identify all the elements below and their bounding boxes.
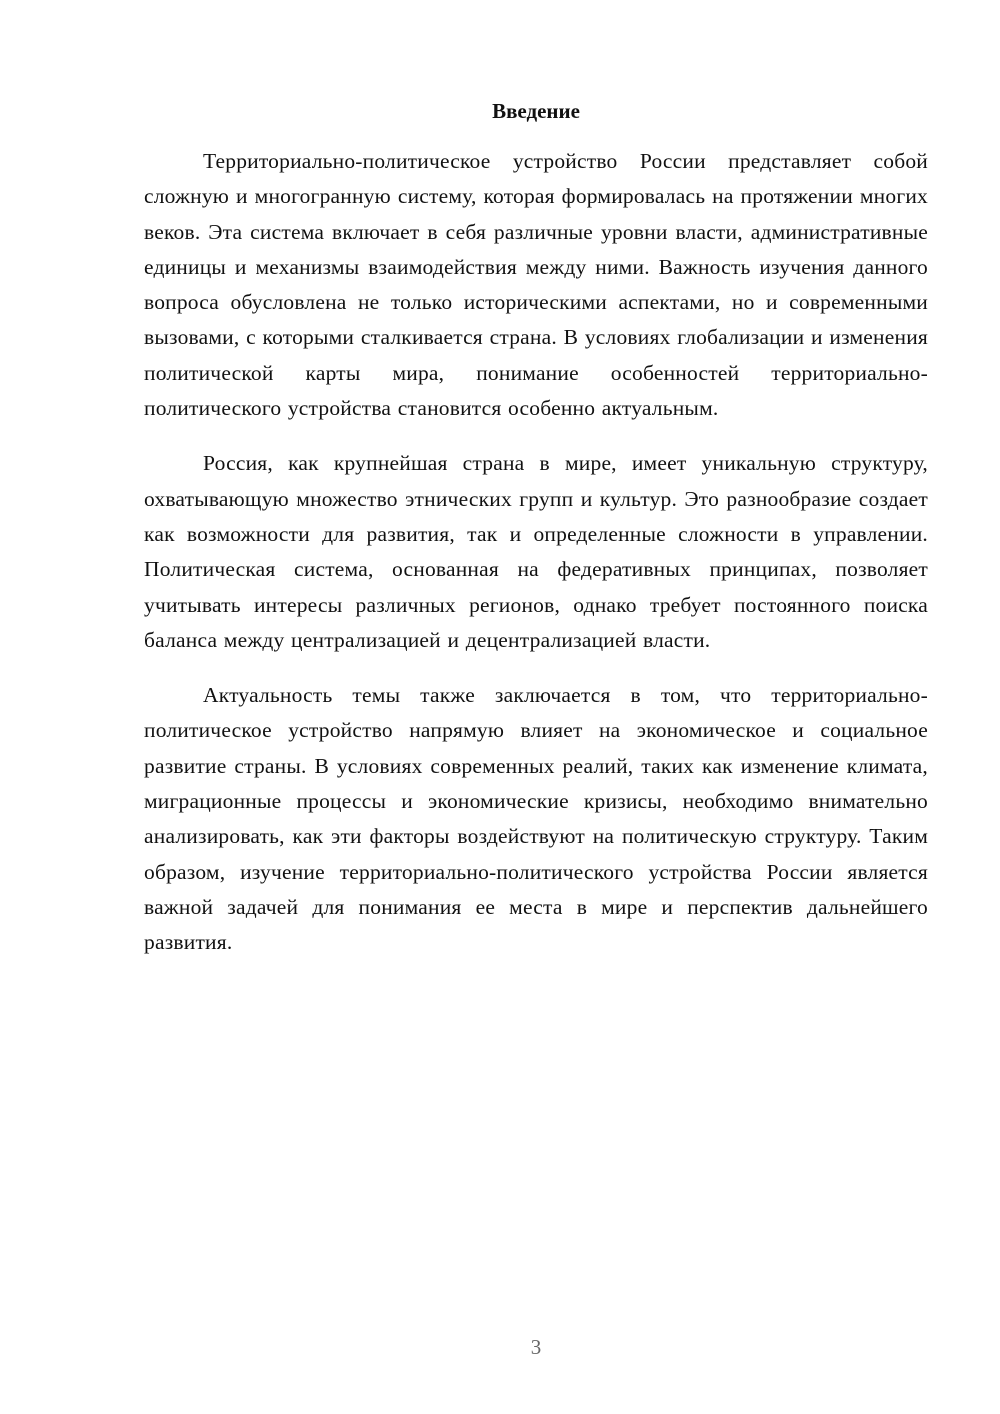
section-heading: Введение — [492, 99, 580, 123]
paragraph-2: Россия, как крупнейшая страна в мире, имеет уникальную структуру, охватывающую множество этнических групп и культур. Это разнообразие создает как возможности для развития, так и определенные сложности в управлении. Политическая система, основанная на федеративных принципах, позволяет учитывать интересы различных регионов, однако требует постоянного поиска баланса между централизацией и децентрализацией власти. — [144, 451, 928, 652]
paragraph-1: Территориально-политическое устройство России представляет собой сложную и многогранную систему, которая формировалась на протяжении многих веков. Эта система включает в себя различные уровни власти, административные единицы и механизмы взаимодействия между ними. Важность изучения данного вопроса обусловлена не только историческими аспектами, но и современными вызовами, с которыми сталкивается страна. В условиях глобализации и изменения политической карты мира, понимание особенностей территориально-политического устройства становится особенно актуальным. — [144, 149, 928, 421]
page-content — [144, 96, 928, 981]
paragraph-3: Актуальность темы также заключается в том, что территориально-политическое устройство напрямую влияет на экономическое и социальное развитие страны. В условиях современных реалий, таких как изменение климата, миграционные процессы и экономические кризисы, необходимо внимательно анализировать, как эти факторы воздействуют на политическую структуру. Таким образом, изучение территориально-политического устройства России является важной задачей для понимания ее места в мире и перспектив дальнейшего развития. — [144, 683, 928, 955]
page-number: 3 — [530, 1335, 542, 1359]
